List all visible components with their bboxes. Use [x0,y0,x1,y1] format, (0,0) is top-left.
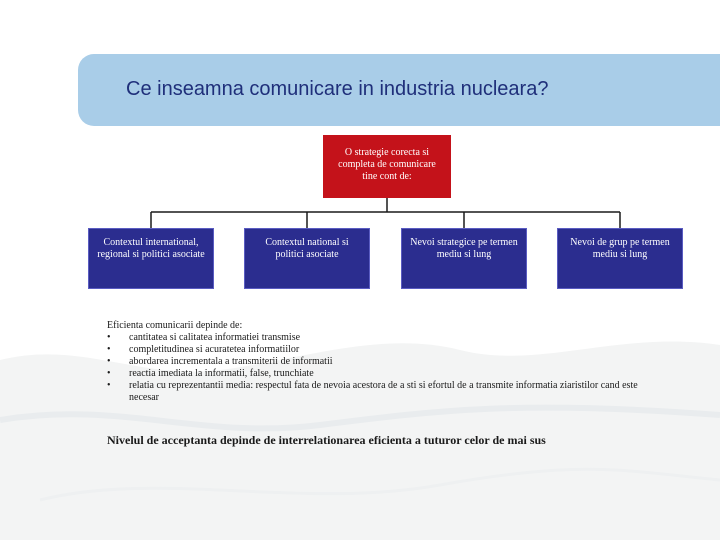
conclusion-statement: Nivelul de acceptanta depinde de interrelationarea eficienta a tuturor celor de mai sus [107,433,546,447]
list-item: • cantitatea si calitatea informatiei transmise [107,332,667,344]
diagram-root-node [323,135,451,198]
effectiveness-heading: Eficienta comunicarii depinde de: [107,320,243,331]
root-line-2: completa de comunicare [338,159,436,170]
root-line-3: tine cont de: [362,171,412,182]
child-4-line-1: Nevoi de grup pe termen [570,237,670,248]
diagram-child-node-group-needs [557,228,683,289]
list-item: • abordarea incrementala a transmiterii de informatii [107,356,667,368]
page-title: Ce inseamna comunicare in industria nucleara? [126,78,549,100]
child-1-line-1: Contextul international, [103,237,199,248]
child-4-line-2: mediu si lung [592,249,648,260]
list-item: • relatia cu reprezentantii media: respectul fata de nevoia acestora de a sti si efortul de a transmite informatia ziaristilor cand este necesar [107,380,667,404]
list-item: • completitudinea si acuratetea informatiilor [107,344,667,356]
list-item: • reactia imediata la informatii, false, trunchiate [107,368,667,380]
diagram-child-node-national [244,228,370,289]
child-2-line-2: politici asociate [275,249,339,260]
child-2-line-1: Contextul national si [265,237,349,248]
diagram-child-node-international [88,228,214,289]
child-1-line-2: regional si politici asociate [97,249,205,260]
diagram-child-node-strategic-needs [401,228,527,289]
effectiveness-section [107,320,667,404]
child-3-line-1: Nevoi strategice pe termen [410,237,518,248]
root-line-1: O strategie corecta si [344,147,430,158]
child-3-line-2: mediu si lung [436,249,492,260]
effectiveness-list [107,332,667,404]
